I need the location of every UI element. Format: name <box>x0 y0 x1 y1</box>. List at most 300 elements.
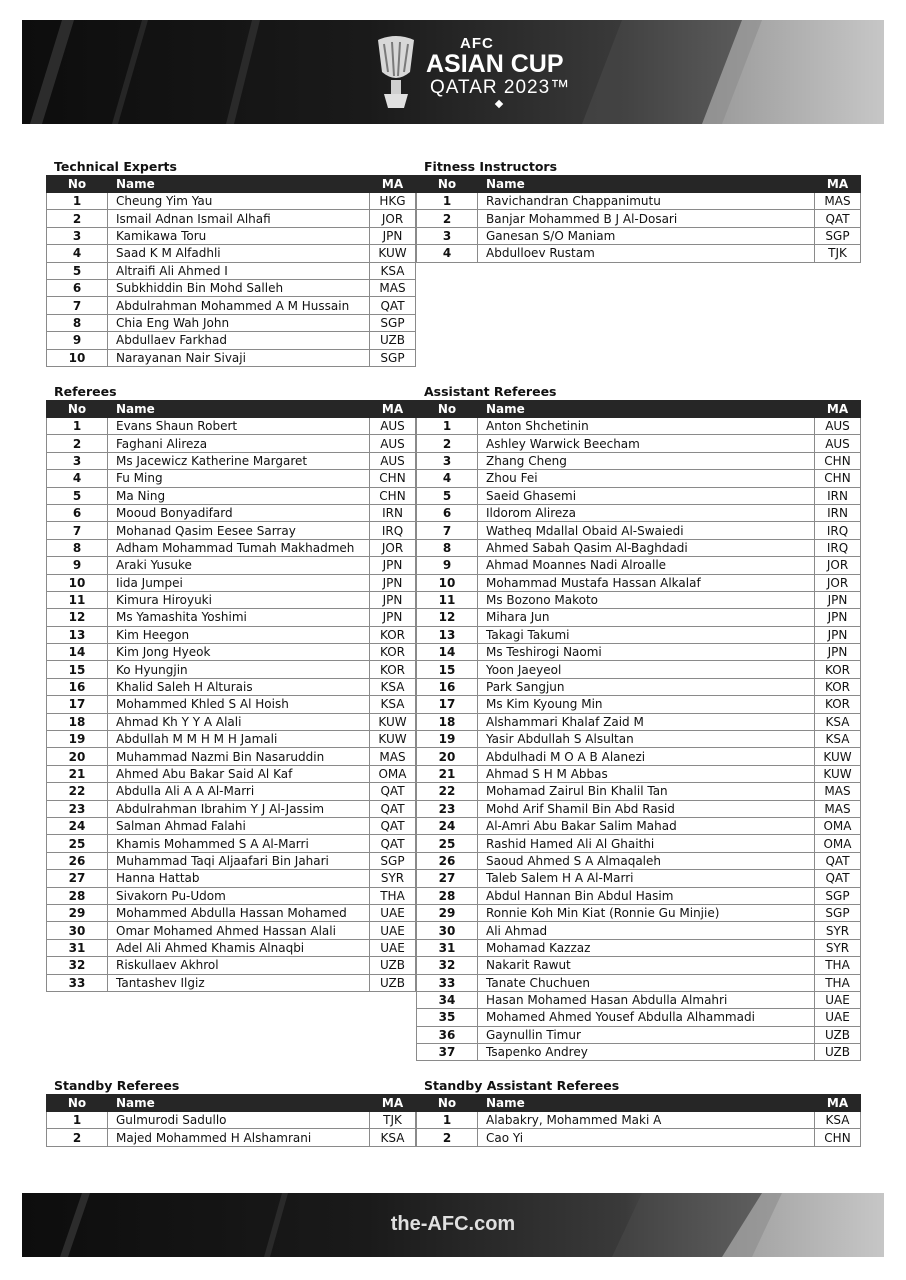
row-number-cell: 21 <box>47 765 108 782</box>
member-association-cell: OMA <box>370 765 416 782</box>
table-row <box>417 870 861 887</box>
person-name-cell: Zhang Cheng <box>478 452 815 469</box>
logo-afc-text: AFC <box>460 35 494 52</box>
table-row <box>47 678 416 695</box>
person-name-cell: Gaynullin Timur <box>478 1026 815 1043</box>
member-association-cell: QAT <box>370 835 416 852</box>
table-row <box>417 1026 861 1043</box>
standby-assistant-referees-table <box>416 1094 861 1147</box>
row-number-cell: 9 <box>417 557 478 574</box>
table-row <box>417 1009 861 1026</box>
table-row <box>417 418 861 435</box>
person-name-cell: Hasan Mohamed Hasan Abdulla Almahri <box>478 991 815 1008</box>
person-name-cell: Sivakorn Pu-Udom <box>108 887 370 904</box>
member-association-cell: SGP <box>815 887 861 904</box>
member-association-cell: AUS <box>370 418 416 435</box>
assistant-referees-table <box>416 400 861 1061</box>
table-row <box>417 470 861 487</box>
logo-asian-cup-text: ASIAN CUP <box>426 50 564 78</box>
member-association-cell: SGP <box>370 852 416 869</box>
person-name-cell: Abdulhadi M O A B Alanezi <box>478 748 815 765</box>
person-name-cell: Abdulloev Rustam <box>478 245 815 262</box>
table-row <box>47 609 416 626</box>
person-name-cell: Yoon Jaeyeol <box>478 661 815 678</box>
member-association-cell: AUS <box>815 418 861 435</box>
person-name-cell: Saoud Ahmed S A Almaqaleh <box>478 852 815 869</box>
member-association-cell: UAE <box>370 922 416 939</box>
member-association-cell: SYR <box>370 870 416 887</box>
person-name-cell: Abdulrahman Ibrahim Y J Al-Jassim <box>108 800 370 817</box>
person-name-cell: Park Sangjun <box>478 678 815 695</box>
person-name-cell: Nakarit Rawut <box>478 957 815 974</box>
section-title: Standby Assistant Referees <box>424 1078 620 1093</box>
standby-assistant-referees-section <box>416 1078 861 1147</box>
table-row <box>47 783 416 800</box>
row-number-cell: 6 <box>47 279 108 296</box>
member-association-cell: JPN <box>370 574 416 591</box>
section-title: Referees <box>54 384 117 399</box>
table-row <box>417 800 861 817</box>
person-name-cell: Ahmed Sabah Qasim Al-Baghdadi <box>478 539 815 556</box>
row-number-cell: 9 <box>47 557 108 574</box>
person-name-cell: Saeid Ghasemi <box>478 487 815 504</box>
table-row <box>47 557 416 574</box>
table-row <box>417 661 861 678</box>
table-row <box>417 783 861 800</box>
row-number-cell: 4 <box>47 245 108 262</box>
row-number-cell: 3 <box>417 452 478 469</box>
row-number-cell: 20 <box>417 748 478 765</box>
section-title: Standby Referees <box>54 1078 180 1093</box>
person-name-cell: Watheq Mdallal Obaid Al-Swaiedi <box>478 522 815 539</box>
row-number-cell: 10 <box>47 574 108 591</box>
table-row <box>47 210 416 227</box>
row-number-cell: 18 <box>47 713 108 730</box>
row-number-cell: 34 <box>417 991 478 1008</box>
row-number-cell: 33 <box>417 974 478 991</box>
footer-banner <box>22 1193 884 1257</box>
member-association-cell: AUS <box>815 435 861 452</box>
row-number-cell: 23 <box>417 800 478 817</box>
table-row <box>417 957 861 974</box>
column-header-no: No <box>417 1095 478 1112</box>
footer-website-link[interactable]: the-AFC.com <box>390 1213 516 1235</box>
member-association-cell: KOR <box>815 661 861 678</box>
person-name-cell: Majed Mohammed H Alshamrani <box>108 1129 370 1146</box>
standby-referees-table <box>46 1094 416 1147</box>
row-number-cell: 8 <box>417 539 478 556</box>
row-number-cell: 8 <box>47 314 108 331</box>
member-association-cell: JPN <box>815 591 861 608</box>
member-association-cell: JOR <box>370 539 416 556</box>
member-association-cell: IRN <box>370 504 416 521</box>
person-name-cell: Mohamed Ahmed Yousef Abdulla Alhammadi <box>478 1009 815 1026</box>
row-number-cell: 5 <box>417 487 478 504</box>
row-number-cell: 25 <box>417 835 478 852</box>
table-row <box>47 452 416 469</box>
person-name-cell: Banjar Mohammed B J Al-Dosari <box>478 210 815 227</box>
row-number-cell: 2 <box>417 1129 478 1146</box>
row-number-cell: 1 <box>47 193 108 210</box>
member-association-cell: KOR <box>370 644 416 661</box>
member-association-cell: KOR <box>370 661 416 678</box>
table-row <box>417 227 861 244</box>
person-name-cell: Mohamad Kazzaz <box>478 939 815 956</box>
fitness-instructors-section <box>416 159 861 263</box>
row-number-cell: 2 <box>47 1129 108 1146</box>
person-name-cell: Ahmad Kh Y Y A Alali <box>108 713 370 730</box>
table-row <box>47 193 416 210</box>
person-name-cell: Ali Ahmad <box>478 922 815 939</box>
member-association-cell: THA <box>815 974 861 991</box>
person-name-cell: Ahmad Moannes Nadi Alroalle <box>478 557 815 574</box>
member-association-cell: THA <box>370 887 416 904</box>
member-association-cell: MAS <box>370 748 416 765</box>
table-row <box>47 852 416 869</box>
member-association-cell: CHN <box>815 452 861 469</box>
member-association-cell: IRQ <box>370 522 416 539</box>
member-association-cell: JOR <box>815 557 861 574</box>
row-number-cell: 37 <box>417 1044 478 1061</box>
logo-dot-icon <box>495 100 503 108</box>
column-header-name: Name <box>108 1095 370 1112</box>
person-name-cell: Mohd Arif Shamil Bin Abd Rasid <box>478 800 815 817</box>
row-number-cell: 11 <box>417 591 478 608</box>
assistant-referees-section <box>416 384 861 1061</box>
table-row <box>417 817 861 834</box>
table-row <box>47 487 416 504</box>
person-name-cell: Mohammed Khled S Al Hoish <box>108 696 370 713</box>
column-header-ma: MA <box>815 176 861 193</box>
row-number-cell: 27 <box>417 870 478 887</box>
member-association-cell: MAS <box>370 279 416 296</box>
row-number-cell: 16 <box>417 678 478 695</box>
row-number-cell: 7 <box>417 522 478 539</box>
table-row <box>417 626 861 643</box>
table-row <box>417 939 861 956</box>
table-row <box>47 279 416 296</box>
member-association-cell: SYR <box>815 922 861 939</box>
member-association-cell: UZB <box>370 974 416 991</box>
table-row <box>417 696 861 713</box>
person-name-cell: Khalid Saleh H Alturais <box>108 678 370 695</box>
member-association-cell: THA <box>815 957 861 974</box>
person-name-cell: Tantashev Ilgiz <box>108 974 370 991</box>
member-association-cell: KSA <box>815 713 861 730</box>
row-number-cell: 8 <box>47 539 108 556</box>
person-name-cell: Mohammad Mustafa Hassan Alkalaf <box>478 574 815 591</box>
member-association-cell: AUS <box>370 435 416 452</box>
row-number-cell: 15 <box>417 661 478 678</box>
table-row <box>47 626 416 643</box>
column-header-ma: MA <box>815 401 861 418</box>
person-name-cell: Adham Mohammad Tumah Makhadmeh <box>108 539 370 556</box>
person-name-cell: Kim Heegon <box>108 626 370 643</box>
table-row <box>47 418 416 435</box>
header-banner <box>22 20 884 124</box>
member-association-cell: QAT <box>370 783 416 800</box>
member-association-cell: QAT <box>370 817 416 834</box>
person-name-cell: Muhammad Nazmi Bin Nasaruddin <box>108 748 370 765</box>
member-association-cell: UZB <box>370 332 416 349</box>
table-row <box>47 574 416 591</box>
table-row <box>417 904 861 921</box>
row-number-cell: 4 <box>47 470 108 487</box>
person-name-cell: Saad K M Alfadhli <box>108 245 370 262</box>
table-row <box>417 991 861 1008</box>
person-name-cell: Fu Ming <box>108 470 370 487</box>
person-name-cell: Riskullaev Akhrol <box>108 957 370 974</box>
table-row <box>47 314 416 331</box>
table-row <box>417 210 861 227</box>
table-row <box>47 245 416 262</box>
member-association-cell: UZB <box>370 957 416 974</box>
table-row <box>47 522 416 539</box>
member-association-cell: CHN <box>815 470 861 487</box>
table-row <box>417 835 861 852</box>
person-name-cell: Ms Yamashita Yoshimi <box>108 609 370 626</box>
person-name-cell: Ahmad S H M Abbas <box>478 765 815 782</box>
table-row <box>417 1044 861 1061</box>
person-name-cell: Rashid Hamed Ali Al Ghaithi <box>478 835 815 852</box>
table-row <box>47 470 416 487</box>
member-association-cell: KUW <box>815 765 861 782</box>
person-name-cell: Ismail Adnan Ismail Alhafi <box>108 210 370 227</box>
table-row <box>47 332 416 349</box>
person-name-cell: Altraifi Ali Ahmed I <box>108 262 370 279</box>
person-name-cell: Khamis Mohammed S A Al-Marri <box>108 835 370 852</box>
row-number-cell: 27 <box>47 870 108 887</box>
member-association-cell: KSA <box>370 678 416 695</box>
section-title: Fitness Instructors <box>424 159 558 174</box>
member-association-cell: JPN <box>370 557 416 574</box>
member-association-cell: OMA <box>815 835 861 852</box>
table-row <box>47 765 416 782</box>
logo-qatar-text: QATAR 2023™ <box>430 77 571 98</box>
column-header-no: No <box>417 401 478 418</box>
person-name-cell: Narayanan Nair Sivaji <box>108 349 370 366</box>
fitness-instructors-table <box>416 175 861 263</box>
row-number-cell: 31 <box>47 939 108 956</box>
table-row <box>47 435 416 452</box>
member-association-cell: KSA <box>370 696 416 713</box>
member-association-cell: MAS <box>815 783 861 800</box>
member-association-cell: KUW <box>370 713 416 730</box>
row-number-cell: 29 <box>417 904 478 921</box>
member-association-cell: QAT <box>815 210 861 227</box>
member-association-cell: UAE <box>815 991 861 1008</box>
table-row <box>417 245 861 262</box>
member-association-cell: MAS <box>815 800 861 817</box>
column-header-name: Name <box>108 176 370 193</box>
row-number-cell: 1 <box>47 1112 108 1129</box>
person-name-cell: Abdulla Ali A A Al-Marri <box>108 783 370 800</box>
row-number-cell: 5 <box>47 262 108 279</box>
person-name-cell: Ms Kim Kyoung Min <box>478 696 815 713</box>
row-number-cell: 17 <box>417 696 478 713</box>
member-association-cell: UZB <box>815 1026 861 1043</box>
member-association-cell: SGP <box>370 349 416 366</box>
table-row <box>417 974 861 991</box>
technical-experts-table <box>46 175 416 367</box>
table-row <box>47 748 416 765</box>
member-association-cell: KSA <box>370 1129 416 1146</box>
person-name-cell: Zhou Fei <box>478 470 815 487</box>
row-number-cell: 19 <box>47 731 108 748</box>
person-name-cell: Ms Bozono Makoto <box>478 591 815 608</box>
person-name-cell: Kamikawa Toru <box>108 227 370 244</box>
table-row <box>47 262 416 279</box>
person-name-cell: Hanna Hattab <box>108 870 370 887</box>
member-association-cell: IRN <box>815 504 861 521</box>
row-number-cell: 3 <box>417 227 478 244</box>
referees-section <box>46 384 416 992</box>
row-number-cell: 4 <box>417 245 478 262</box>
column-header-no: No <box>47 401 108 418</box>
person-name-cell: Ahmed Abu Bakar Said Al Kaf <box>108 765 370 782</box>
person-name-cell: Ganesan S/O Maniam <box>478 227 815 244</box>
member-association-cell: CHN <box>370 470 416 487</box>
member-association-cell: KOR <box>815 678 861 695</box>
member-association-cell: KUW <box>370 245 416 262</box>
row-number-cell: 19 <box>417 731 478 748</box>
row-number-cell: 12 <box>47 609 108 626</box>
technical-experts-section <box>46 159 416 367</box>
person-name-cell: Omar Mohamed Ahmed Hassan Alali <box>108 922 370 939</box>
table-row <box>417 574 861 591</box>
table-row <box>47 696 416 713</box>
row-number-cell: 22 <box>417 783 478 800</box>
row-number-cell: 23 <box>47 800 108 817</box>
column-header-ma: MA <box>370 1095 416 1112</box>
member-association-cell: KUW <box>370 731 416 748</box>
row-number-cell: 1 <box>47 418 108 435</box>
person-name-cell: Ashley Warwick Beecham <box>478 435 815 452</box>
person-name-cell: Alabakry, Mohammed Maki A <box>478 1112 815 1129</box>
person-name-cell: Subkhiddin Bin Mohd Salleh <box>108 279 370 296</box>
member-association-cell: UAE <box>815 1009 861 1026</box>
table-row <box>47 227 416 244</box>
member-association-cell: QAT <box>370 800 416 817</box>
row-number-cell: 2 <box>417 210 478 227</box>
member-association-cell: CHN <box>815 1129 861 1146</box>
row-number-cell: 5 <box>47 487 108 504</box>
row-number-cell: 25 <box>47 835 108 852</box>
person-name-cell: Abdullaev Farkhad <box>108 332 370 349</box>
row-number-cell: 12 <box>417 609 478 626</box>
table-row <box>47 591 416 608</box>
member-association-cell: UZB <box>815 1044 861 1061</box>
table-row <box>417 522 861 539</box>
table-row <box>47 870 416 887</box>
row-number-cell: 18 <box>417 713 478 730</box>
table-row <box>47 349 416 366</box>
person-name-cell: Al-Amri Abu Bakar Salim Mahad <box>478 817 815 834</box>
member-association-cell: SGP <box>370 314 416 331</box>
row-number-cell: 20 <box>47 748 108 765</box>
table-row <box>417 435 861 452</box>
person-name-cell: Adel Ali Ahmed Khamis Alnaqbi <box>108 939 370 956</box>
row-number-cell: 32 <box>417 957 478 974</box>
person-name-cell: Taleb Salem H A Al-Marri <box>478 870 815 887</box>
table-row <box>47 1129 416 1146</box>
member-association-cell: QAT <box>815 852 861 869</box>
column-header-name: Name <box>478 176 815 193</box>
table-row <box>417 591 861 608</box>
member-association-cell: QAT <box>370 297 416 314</box>
table-row <box>47 835 416 852</box>
row-number-cell: 36 <box>417 1026 478 1043</box>
member-association-cell: AUS <box>370 452 416 469</box>
member-association-cell: JPN <box>370 591 416 608</box>
row-number-cell: 3 <box>47 227 108 244</box>
member-association-cell: JOR <box>815 574 861 591</box>
table-row <box>417 539 861 556</box>
column-header-name: Name <box>478 401 815 418</box>
member-association-cell: KSA <box>815 731 861 748</box>
row-number-cell: 13 <box>417 626 478 643</box>
table-row <box>47 504 416 521</box>
person-name-cell: Kim Jong Hyeok <box>108 644 370 661</box>
table-row <box>417 678 861 695</box>
row-number-cell: 13 <box>47 626 108 643</box>
row-number-cell: 1 <box>417 1112 478 1129</box>
row-number-cell: 28 <box>47 887 108 904</box>
row-number-cell: 14 <box>47 644 108 661</box>
person-name-cell: Mihara Jun <box>478 609 815 626</box>
person-name-cell: Takagi Takumi <box>478 626 815 643</box>
person-name-cell: Ronnie Koh Min Kiat (Ronnie Gu Minjie) <box>478 904 815 921</box>
row-number-cell: 24 <box>47 817 108 834</box>
row-number-cell: 15 <box>47 661 108 678</box>
row-number-cell: 22 <box>47 783 108 800</box>
member-association-cell: TJK <box>815 245 861 262</box>
row-number-cell: 1 <box>417 193 478 210</box>
row-number-cell: 7 <box>47 297 108 314</box>
table-row <box>417 887 861 904</box>
row-number-cell: 9 <box>47 332 108 349</box>
row-number-cell: 4 <box>417 470 478 487</box>
member-association-cell: JPN <box>370 227 416 244</box>
row-number-cell: 32 <box>47 957 108 974</box>
table-row <box>417 504 861 521</box>
person-name-cell: Mohammed Abdulla Hassan Mohamed <box>108 904 370 921</box>
row-number-cell: 11 <box>47 591 108 608</box>
standby-referees-section <box>46 1078 416 1147</box>
row-number-cell: 24 <box>417 817 478 834</box>
row-number-cell: 14 <box>417 644 478 661</box>
person-name-cell: Cao Yi <box>478 1129 815 1146</box>
table-row <box>47 939 416 956</box>
row-number-cell: 31 <box>417 939 478 956</box>
member-association-cell: UAE <box>370 904 416 921</box>
table-row <box>47 661 416 678</box>
table-row <box>47 731 416 748</box>
member-association-cell: IRQ <box>815 522 861 539</box>
person-name-cell: Ma Ning <box>108 487 370 504</box>
member-association-cell: KUW <box>815 748 861 765</box>
column-header-no: No <box>417 176 478 193</box>
table-row <box>417 765 861 782</box>
member-association-cell: CHN <box>370 487 416 504</box>
person-name-cell: Ko Hyungjin <box>108 661 370 678</box>
member-association-cell: SYR <box>815 939 861 956</box>
person-name-cell: Tsapenko Andrey <box>478 1044 815 1061</box>
table-row <box>417 1129 861 1146</box>
table-row <box>417 922 861 939</box>
row-number-cell: 2 <box>417 435 478 452</box>
person-name-cell: Kimura Hiroyuki <box>108 591 370 608</box>
